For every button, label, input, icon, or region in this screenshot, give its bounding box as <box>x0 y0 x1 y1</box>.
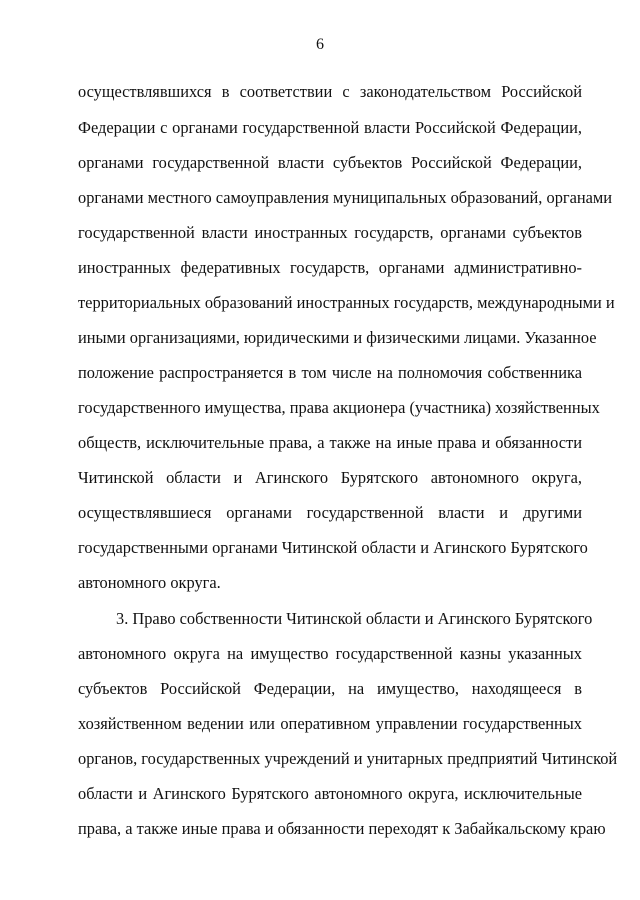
text-line: иными организациями, юридическими и физическими лицами. Указанное <box>78 328 597 347</box>
text-line: автономного округа. <box>78 573 221 592</box>
text-line: автономного округа на имущество государственной казны указанных <box>78 644 582 663</box>
text-line: права, а также иные права и обязанности переходят к Забайкальскому краю <box>78 819 606 838</box>
text-line: Читинской области и Агинского Бурятского автономного округа, <box>78 468 582 487</box>
text-line: хозяйственном ведении или оперативном управлении государственных <box>78 714 582 733</box>
text-line: органами государственной власти субъектов Российской Федерации, <box>78 153 582 172</box>
text-line: Федерации с органами государственной власти Российской Федерации, <box>78 118 582 137</box>
text-line: государственными органами Читинской области и Агинского Бурятского <box>78 538 588 557</box>
text-line: иностранных федеративных государств, органами административно- <box>78 258 582 277</box>
page-number: 6 <box>316 36 324 53</box>
text-line: области и Агинского Бурятского автономного округа, исключительные <box>78 784 582 803</box>
text-line: территориальных образований иностранных государств, международными и <box>78 293 615 312</box>
text-line: органами местного самоуправления муниципальных образований, органами <box>78 188 613 207</box>
text-line: осуществлявшихся в соответствии с законодательством Российской <box>78 82 582 101</box>
text-line: органов, государственных учреждений и унитарных предприятий Читинской <box>78 749 618 768</box>
text-line: государственного имущества, права акционера (участника) хозяйственных <box>78 398 600 417</box>
text-line: осуществлявшиеся органами государственной власти и другими <box>78 503 582 522</box>
text-line: обществ, исключительные права, а также на иные права и обязанности <box>78 433 582 452</box>
text-line: 3. Право собственности Читинской области и Агинского Бурятского <box>116 609 593 628</box>
text-line: положение распространяется в том числе на полномочия собственника <box>78 363 582 382</box>
text-line: государственной власти иностранных государств, органами субъектов <box>78 223 582 242</box>
text-line: субъектов Российской Федерации, на имущество, находящееся в <box>78 679 582 698</box>
